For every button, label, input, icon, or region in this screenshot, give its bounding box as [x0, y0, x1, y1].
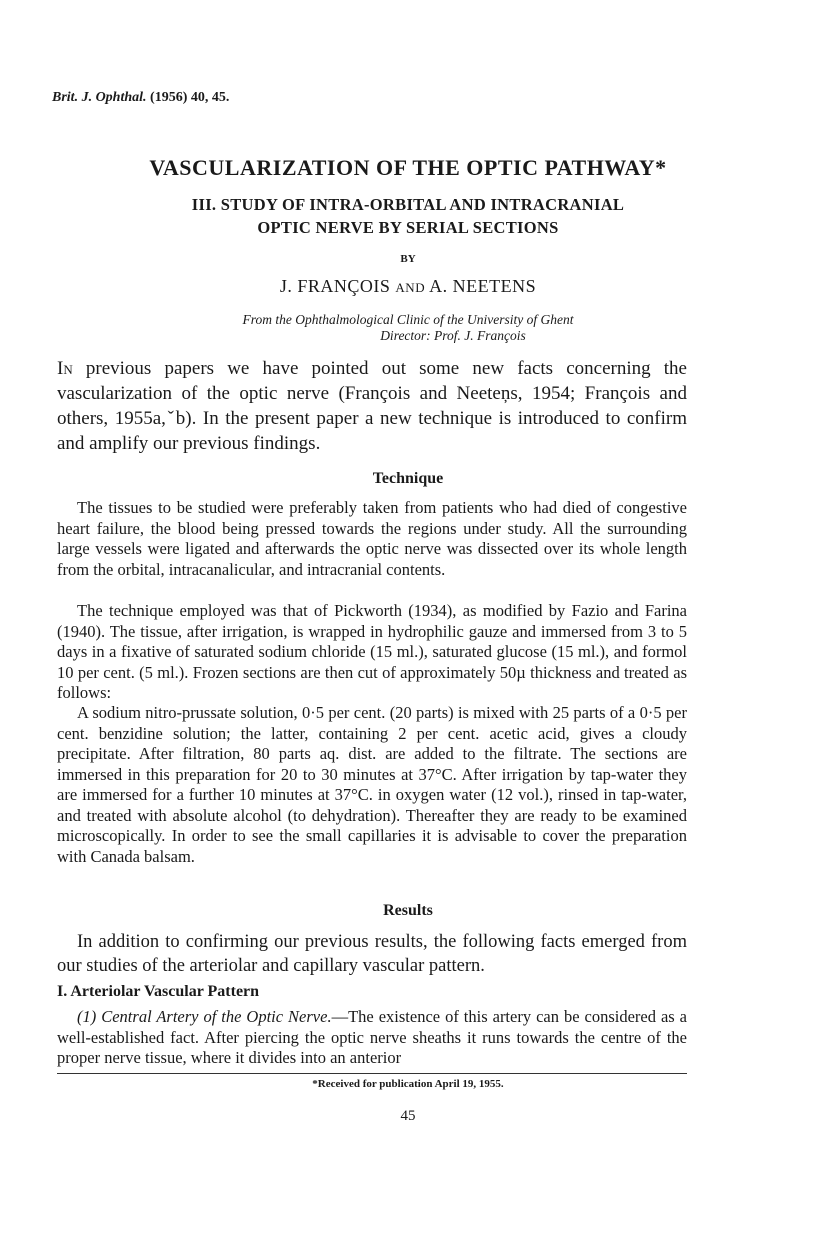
page-number: 45 — [400, 1108, 416, 1124]
affiliation-line1: From the Ophthalmological Clinic of the University of Ghent — [242, 312, 574, 327]
citation-page: 45. — [211, 90, 230, 105]
technique-paragraph-1: The tissues to be studied were preferably taken from patients who had died of congestive heart failure, the blood being pressed towards the regions under study. All the surrounding large vessels were ligated and afterwards the optic nerve was dissected over its whole length from the orbital, intracanalicular, and intracranial contents. — [57, 498, 687, 579]
intro-paragraph — [57, 356, 687, 456]
results-intro: In addition to confirming our previous results, the following facts emerged from our studies of the arteriolar and capillary vascular pattern. — [57, 932, 687, 976]
authors — [0, 276, 816, 297]
citation-journal: Brit. J. Ophthal. — [52, 90, 147, 105]
technique-paragraph-3: A sodium nitro-prussate solution, 0·5 per cent. (20 parts) is mixed with 25 parts of a 0·5 per cent. benzidine solution; the latter, containing 2 per cent. acetic acid, gives a cloudy precipitate. After filtration, 80 parts aq. dist. are added to the filtrate. The sections are immersed in this preparation for 20 to 30 minutes at 37°C. After irrigation by tap-water they are immersed for a further 10 minutes at 37°C. in oxygen water (12 vol.), rinsed in tap-water, and treated with absolute alcohol (to dehydration). Thereafter they are ready to be examined microscopically. In order to see the small capillaries it is advisable to cover the preparation with Canada balsam. — [57, 703, 687, 866]
article-subtitle-line2: OPTIC NERVE BY SERIAL SECTIONS — [257, 218, 559, 237]
footnote: *Received for publication April 19, 1955. — [312, 1078, 504, 1090]
journal-citation — [52, 90, 229, 106]
intro-text: previous papers we have pointed out some new facts concerning the vascularization of the optic nerve (François and Neeteņs, 1954; François and others, 1955a,ˇb). In the present paper a new technique is introduced to confirm and amplify our previous findings. — [57, 358, 687, 454]
section-heading: I. Arteriolar Vascular Pattern — [57, 983, 260, 1000]
author-1: J. FRANÇOIS — [279, 276, 391, 296]
footnote-divider — [57, 1073, 687, 1074]
technique-paragraph-2: The technique employed was that of Pickworth (1934), as modified by Fazio and Farina (1940). The tissue, after irrigation, is wrapped in hydrophilic gauze and immersed from 3 to 5 days in a fixative of saturated sodium chloride (15 ml.), saturated glucose (15 ml.), and formol 10 per cent. (5 ml.). Frozen sections are then cut of approximately 50µ thickness and treated as follows: — [57, 601, 687, 702]
technique-heading: Technique — [372, 470, 444, 487]
results-heading: Results — [383, 902, 433, 919]
citation-year: (1956) — [150, 90, 188, 105]
section-para-number: (1) — [77, 1007, 97, 1026]
article-title: VASCULARIZATION OF THE OPTIC PATHWAY* — [149, 155, 667, 180]
author-2: A. NEETENS — [429, 276, 537, 296]
affiliation-line2: Director: Prof. J. François — [380, 328, 526, 343]
citation-volume: 40, — [190, 90, 209, 105]
intro-lead: In — [57, 358, 73, 379]
byline-by: BY — [400, 253, 416, 265]
article-subtitle-line1: III. STUDY OF INTRA-ORBITAL AND INTRACRANIAL — [191, 195, 625, 214]
authors-and: AND — [395, 280, 426, 295]
section-para-text: —The existence of this artery can be considered as a well-established fact. After piercing the optic nerve sheaths it runs towards the centre of the proper nerve tissue, where it divides into an anterior — [57, 1007, 687, 1067]
section-para-title: Central Artery of the Optic Nerve. — [96, 1007, 332, 1026]
section-paragraph — [57, 1007, 687, 1069]
